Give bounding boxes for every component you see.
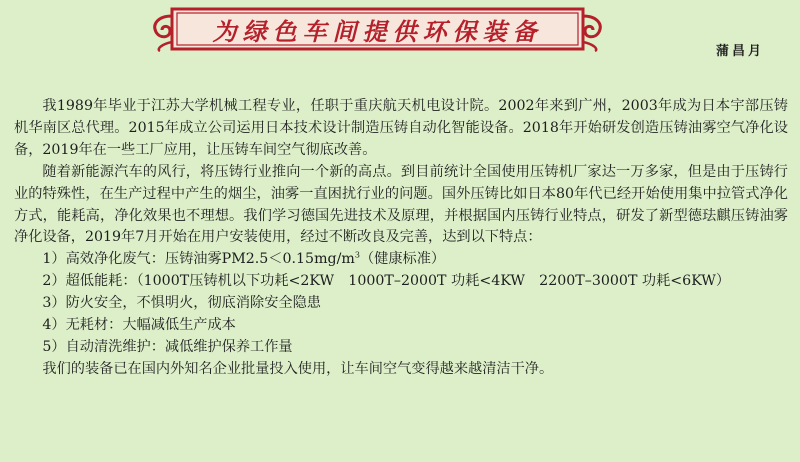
list-item: 3）防火安全，不惧明火，彻底消除安全隐患 [42,295,321,312]
list-item: 4）无耗材：大幅减低生产成本 [42,317,236,334]
list-item: 2）超低能耗：（1000T压铸机以下功耗<2KW 1000T–2000T 功耗<4KW 2200T–3000T 功耗<6KW） [42,273,731,290]
list-item-text: 1）高效净化废气：压铸油雾PM2.5＜0.15mg/m [42,251,355,268]
article-title: 为绿色车间提供环保装备 [212,16,543,46]
list-item-text: （健康标准） [359,251,446,268]
list-item [14,249,788,271]
superscript: 3 [354,250,360,260]
author-name: 蒲昌月 [715,44,764,59]
paragraph: 我1989年毕业于江苏大学机械工程专业，任职于重庆航天机电设计院。2002年来到广州，2003年成为日本宇部压铸机华南区总代理。2015年成立公司运用日本技术设计制造压铸自动化智能设备。2018年开始研发创造压铸油雾空气净化设备，2019年在一些工厂应用，让压铸车间空气彻底改善。 [14,98,788,158]
closing-paragraph: 我们的装备已在国内外知名企业批量投入使用，让车间空气变得越来越清洁干净。 [42,360,554,377]
list-item: 5）自动清洗维护：减低维护保养工作量 [42,338,293,355]
paragraph: 随着新能源汽车的风行，将压铸行业推向一个新的高点。到目前统计全国使用压铸机厂家达一万多家，但是由于压铸行业的特殊性，在生产过程中产生的烟尘，油雾一直困扰行业的问题。国外压铸比如日本80年代已经开始使用集中拉管式净化方式，能耗高，净化效果也不理想。我们学习德国先进技术及原理，并根据国内压铸行业特点，研发了新型德珐麒压铸油雾净化设备，2019年7月开始在用户安装使用，经过不断改良及完善，达到以下特点： [14,163,788,246]
title-banner [150,6,605,52]
article-body [14,96,788,381]
